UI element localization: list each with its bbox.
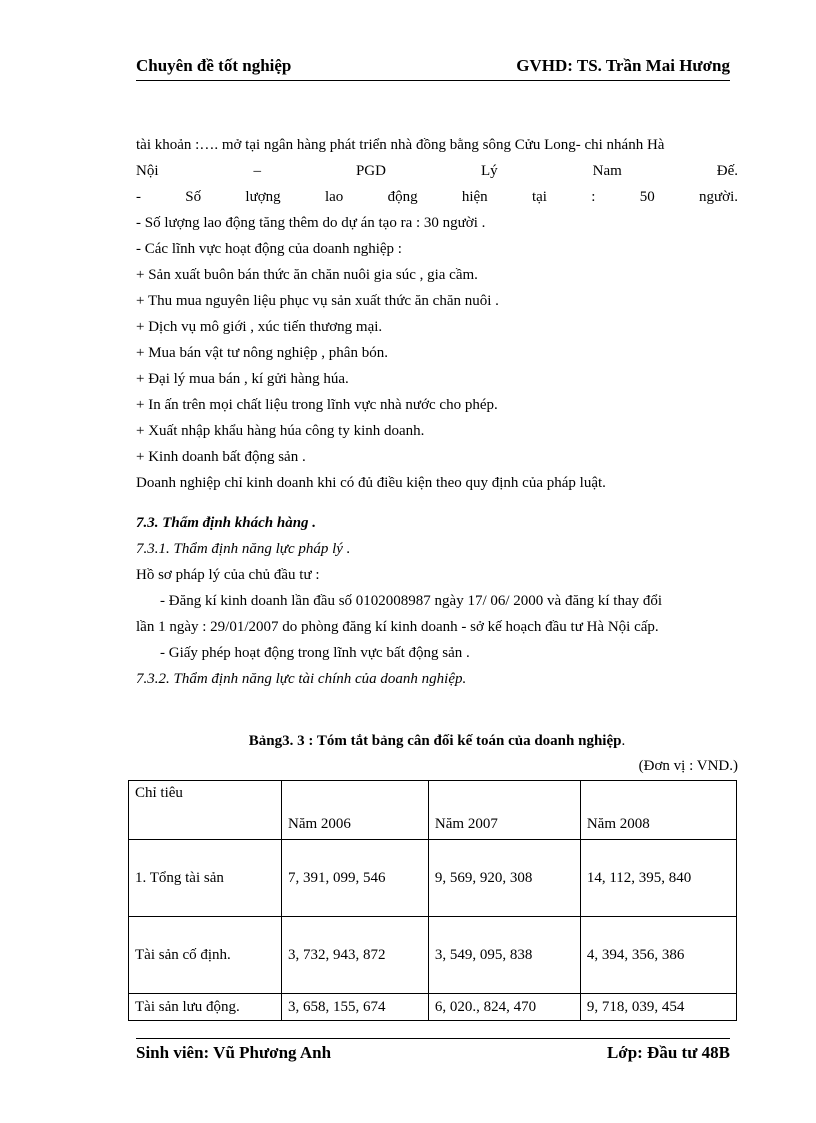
page-header	[136, 56, 730, 81]
table-cell: 9, 718, 039, 454	[580, 994, 736, 1021]
table-cell: 7, 391, 099, 546	[282, 840, 429, 917]
table-row	[129, 994, 737, 1021]
activity-item: + Dịch vụ mô giới , xúc tiến thương mại.	[136, 319, 383, 335]
activity-item: + Kinh doanh bất động sản .	[136, 449, 306, 465]
paragraph-line: - Số lượng lao động tăng thêm do dự án tạo ra : 30 người .	[136, 215, 486, 231]
document-body	[136, 132, 738, 692]
legal-item: - Giấy phép hoạt động trong lĩnh vực bất động sản .	[160, 645, 470, 661]
table-cell: 14, 112, 395, 840	[580, 840, 736, 917]
table-unit: (Đơn vị : VND.)	[638, 758, 738, 774]
paragraph-line: - Các lĩnh vực hoạt động của doanh nghiệp :	[136, 241, 402, 257]
table-cell: 6, 020., 824, 470	[428, 994, 580, 1021]
table-caption-text: Bảng3. 3 : Tóm tắt bảng cân đối kế toán của doanh nghiệp	[248, 733, 622, 749]
footer-left: Sinh viên: Vũ Phương Anh	[136, 1043, 332, 1062]
paragraph-line: tài khoản :…. mở tại ngân hàng phát triển nhà đồng bằng sông Cửu Long- chi nhánh Hà	[136, 137, 665, 153]
footer-right: Lớp: Đầu tư 48B	[606, 1043, 730, 1062]
table-cell: 3, 658, 155, 674	[282, 994, 429, 1021]
table-cell: 1. Tổng tài sản	[129, 840, 282, 917]
subsection-heading: 7.3.1. Thẩm định năng lực pháp lý .	[136, 541, 351, 557]
header-cell: Năm 2008	[580, 781, 736, 840]
table-row	[129, 840, 737, 917]
activity-item: + Thu mua nguyên liệu phục vụ sản xuất thức ăn chăn nuôi .	[136, 293, 499, 309]
activity-item: + In ấn trên mọi chất liệu trong lĩnh vực nhà nước cho phép.	[136, 397, 498, 413]
activity-item: + Sản xuất buôn bán thức ăn chăn nuôi gia súc , gia cầm.	[136, 267, 478, 283]
subsection-heading: 7.3.2. Thẩm định năng lực tài chính của doanh nghiệp.	[136, 671, 467, 687]
section-heading: 7.3. Thẩm định khách hàng .	[136, 515, 317, 531]
header-right: GVHD: TS. Trần Mai Hương	[516, 56, 730, 75]
header-left: Chuyên đề tốt nghiệp	[136, 56, 292, 75]
activity-item: + Mua bán vật tư nông nghiệp , phân bón.	[136, 345, 388, 361]
activity-item: + Xuất nhập khẩu hàng húa công ty kinh doanh.	[136, 423, 425, 439]
balance-sheet-table	[128, 780, 737, 1021]
paragraph-line: - Số lượng lao động hiện tại : 50 người.	[136, 189, 738, 205]
activity-item: + Đại lý mua bán , kí gửi hàng húa.	[136, 371, 349, 387]
header-cell: Chỉ tiêu	[129, 781, 282, 840]
table-cell: 3, 549, 095, 838	[428, 917, 580, 994]
table-caption	[136, 728, 738, 754]
paragraph-line: Hồ sơ pháp lý của chủ đầu tư :	[136, 567, 320, 583]
table-cell: 4, 394, 356, 386	[580, 917, 736, 994]
table-cell: 3, 732, 943, 872	[282, 917, 429, 994]
table-caption-tail: .	[621, 733, 626, 749]
legal-item-continuation: lần 1 ngày : 29/01/2007 do phòng đăng kí kinh doanh - sở kế hoạch đầu tư Hà Nội cấp.	[136, 619, 659, 635]
table-cell: Tài sản lưu động.	[129, 994, 282, 1021]
table-cell: Tài sản cố định.	[129, 917, 282, 994]
table-header-row	[129, 781, 737, 840]
header-cell: Năm 2007	[428, 781, 580, 840]
table-cell: 9, 569, 920, 308	[428, 840, 580, 917]
paragraph-line: Nội – PGD Lý Nam Đế.	[136, 163, 738, 179]
header-cell: Năm 2006	[282, 781, 429, 840]
table-row	[129, 917, 737, 994]
page-footer	[136, 1038, 730, 1067]
legal-item: - Đăng kí kinh doanh lần đầu số 0102008987 ngày 17/ 06/ 2000 và đăng kí thay đổi	[160, 593, 663, 609]
paragraph-line: Doanh nghiệp chỉ kinh doanh khi có đủ điều kiện theo quy định của pháp luật.	[136, 475, 606, 491]
